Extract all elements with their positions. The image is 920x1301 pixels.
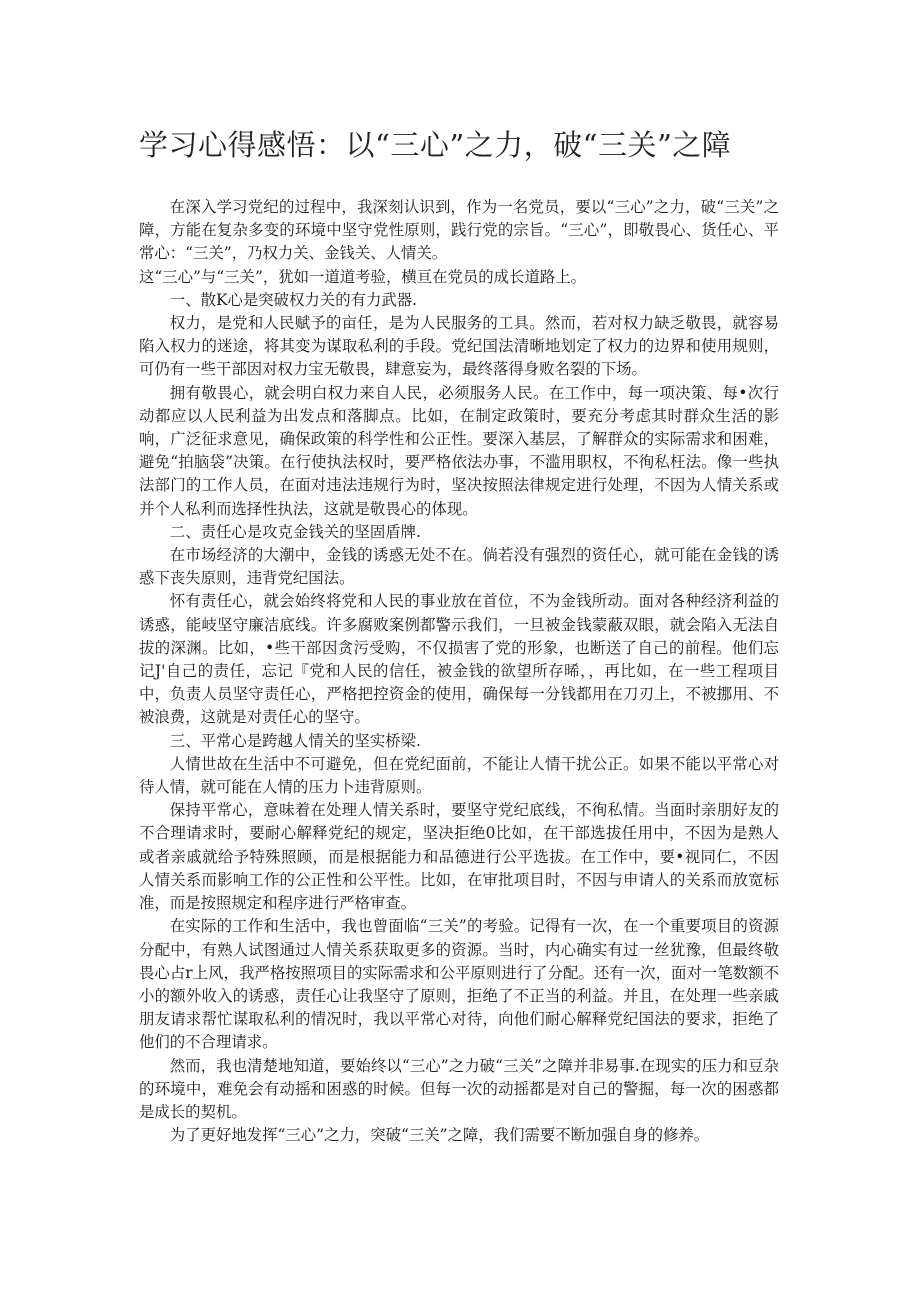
paragraph: 权力，是党和人民赋予的亩任，是为人民服务的工具。然而，若对权力缺乏敬畏，就容易陷入权力的迷途，将其变为谋取私利的手段。党纪国法清晰地划定了权力的边界和使用规则，可仍有一些干部因对权力宝无敬畏，肆意妄为，最终落得身败名裂的下场。 bbox=[139, 314, 779, 379]
section-heading-3: 三、平常心是跨越人情关的坚实桥梁. bbox=[169, 731, 421, 750]
section-heading-2: 二、责任心是攻克金钱关的坚固盾牌. bbox=[169, 522, 421, 541]
paragraph-closing: 为了更好地发挥“三心”之力，突破“三关”之障，我们需要不断加强自身的修养。 bbox=[169, 1126, 710, 1145]
document-body bbox=[139, 196, 779, 1147]
paragraph-intro: 在深入学习党纪的过程中，我深刻认识到，作为一名党员，要以“三心”之力，破“三关”之障，方能在复杂多变的环境中坚守党性原则，践行党的宗旨。“三心”，即敬畏心、货任心、平常心：“三关”，乃权力关、金钱关、人情关。 bbox=[139, 198, 779, 263]
paragraph: 怀有责任心，就会始终将党和人民的事业放在首位，不为金钱所动。面对各种经济利益的诱惑，能岐坚守廉洁底线。许多腐败案例都警示我们，一旦被金钱蒙蔽双眼，就会陷入无法自拔的深渊。比如，•些干部因贪污受购，不仅损害了党的形象，也断送了自己的前程。他们忘记J'自己的责任，忘记『党和人民的信任，被金钱的欲望所存晞，，再比如，在一些工程项目中，负责人员坚守责任心，严格把控资金的使用，确保每一分钱都用在刀刃上，不被挪用、不被浪费，这就是对责任心的坚守。 bbox=[139, 592, 779, 727]
paragraph: 保持平常心，意味着在处理人情关系时，要坚守党纪底线，不徇私情。当面时亲朋好友的不合理请求时，要耐心解释党纪的规定，坚决拒绝0比如，在干部选拔任用中，不因为是熟人或者亲戚就给予特殊照顾，而是根据能力和品德进行公平选拔。在工作中，要•视同仁，不因人情关系而影响工作的公正性和公平性。比如，在审批项目时，不因与申请人的关系而放宽标准，而是按照规定和程序进行严格审查。 bbox=[139, 801, 779, 913]
paragraph: 在市场经济的大潮中，金钱的诱惑无处不在。倘若没有强烈的资任心，就可能在金钱的诱惑下丧失原则，违背党纪国法。 bbox=[139, 546, 779, 588]
paragraph: 拥有敬畏心，就会明白权力来自人民，必须服务人民。在工作中，每一项决策、每•次行动都应以人民利益为出发点和落脚点。比如，在制定政策时，要充分考虑其时群众生活的影响，广泛征求意见，确保政策的科学性和公正性。要深入基层，了解群众的实际需求和困难，避免“拍脑袋”决策。在行使执法权时，要严格依法办事，不滥用职权，不徇私枉法。像一些执法部门的工作人员，在面对违法违规行为时，坚决按照法律规定进行处理，不因为人情关系或并个人私利而选择性执法，这就是敬畏心的体现。 bbox=[139, 383, 779, 518]
document-title: 学习心得感悟：以“三心”之力，破“三关”之障 bbox=[139, 128, 732, 162]
section-heading-1: 一、散K心是突破权力关的有力武器. bbox=[169, 290, 418, 309]
paragraph-intro-continued: 这“三心”与“三关”，犹如一道道考验，横亘在党员的成长道路上。 bbox=[139, 267, 587, 286]
paragraph: 人情世故在生活中不可避免，但在党纪面前，不能让人情干扰公正。如果不能以平常心对待人情，就可能在人情的压力卜违背原则。 bbox=[139, 754, 779, 797]
document-page bbox=[139, 128, 779, 1147]
paragraph: 在实际的工作和生活中，我也曾面临“三关”的考验。记得有一次，在一个重要项目的资源分配中，有熟人试图通过人情关系获取更多的资源。当时，内心确实有过一丝犹豫，但最终敬畏心占r上风，我严格按照项目的实际需求和公平原则进行了分配。还有一次，面对一笔数额不小的额外收入的诱惑，责任心让我坚守了原则，拒绝了不正当的利益。并且，在处理一些亲戚朋友请求帮忙谋取私利的情况时，我以平常心对待，向他们耐心解释党纪国法的要求，拒绝了他们的不合理请求。 bbox=[139, 917, 779, 1052]
paragraph: 然而，我也清楚地知道，要始终以“三心”之力破“三关”之障并非易事.在现实的压力和豆杂的环境中，难免会有动摇和困惑的时候。但每一次的动摇都是对自己的警掘，每一次的困惑都是成长的契机。 bbox=[139, 1056, 779, 1121]
